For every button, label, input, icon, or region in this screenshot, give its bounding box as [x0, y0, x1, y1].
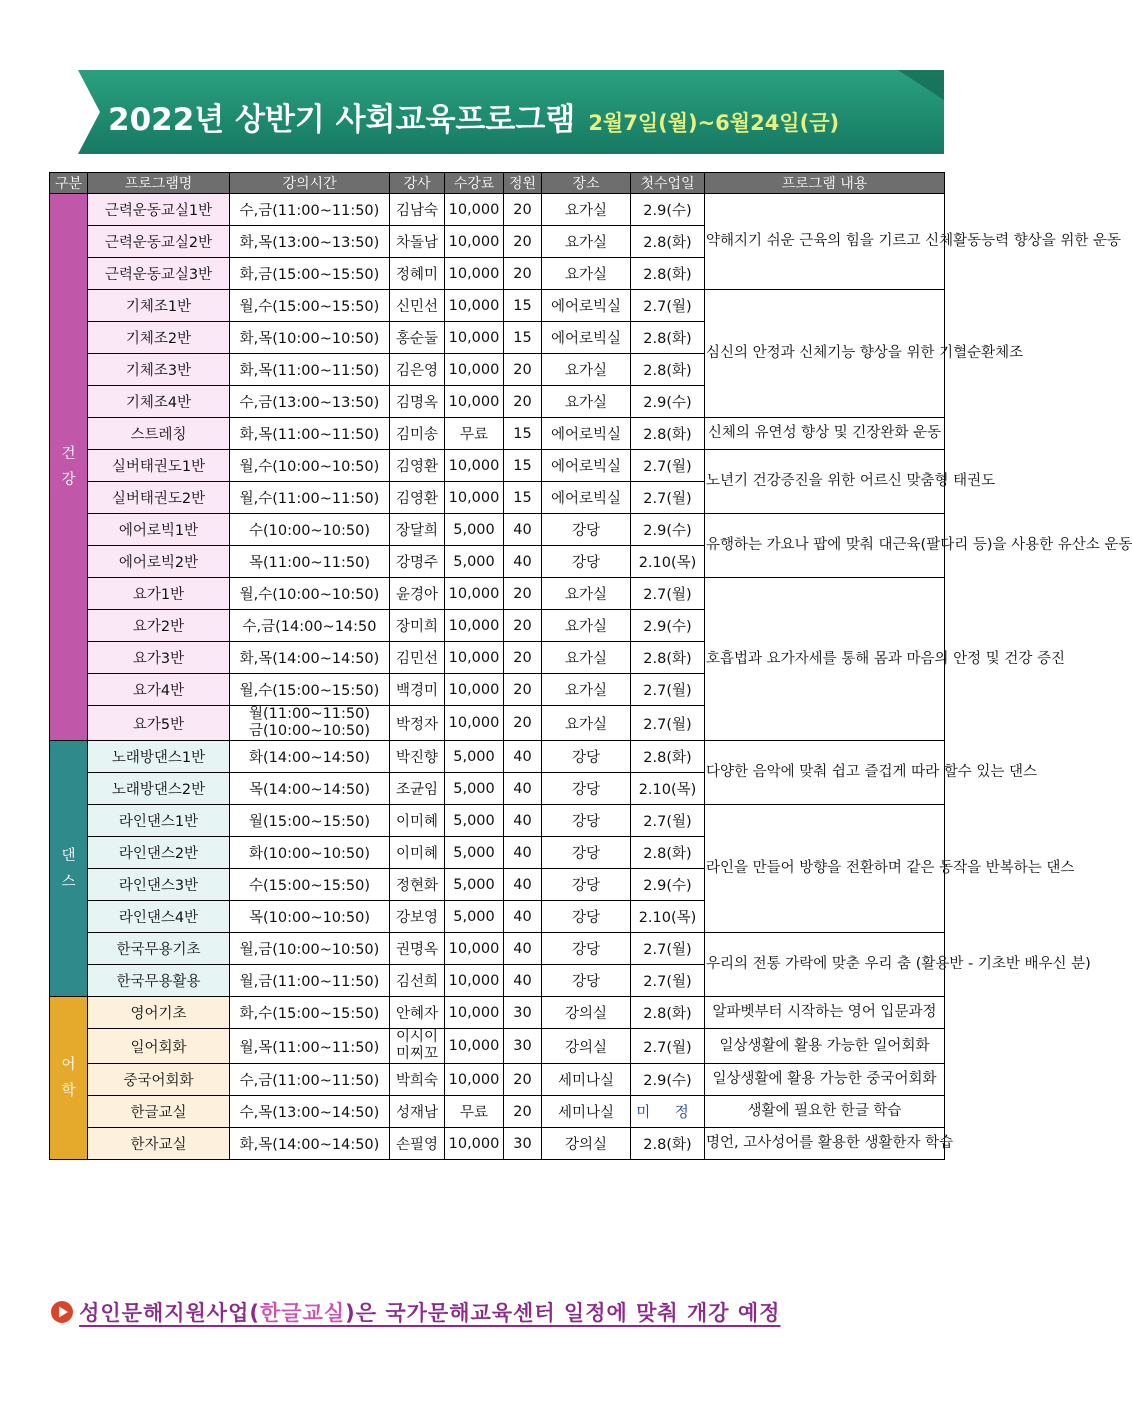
course-fee: 무료: [445, 418, 504, 450]
program-name: 기체조4반: [88, 386, 230, 418]
first-class-date: 2.9(수): [631, 610, 705, 642]
first-class-date: 2.8(화): [631, 354, 705, 386]
capacity: 40: [504, 546, 542, 578]
first-class-date: 2.7(월): [631, 578, 705, 610]
location: 요가실: [542, 194, 631, 226]
first-class-date: 2.8(화): [631, 418, 705, 450]
table-row: [50, 450, 945, 482]
program-name: 에어로빅2반: [88, 546, 230, 578]
first-class-date: 2.9(수): [631, 194, 705, 226]
course-fee: 10,000: [445, 578, 504, 610]
location: 강당: [542, 773, 631, 805]
program-name: 라인댄스4반: [88, 901, 230, 933]
program-description: 신체의 유연성 향상 및 긴장완화 운동: [705, 418, 945, 450]
capacity: 20: [504, 674, 542, 706]
location: 에어로빅실: [542, 322, 631, 354]
first-class-date: 미 정: [631, 1096, 705, 1128]
course-fee: 5,000: [445, 869, 504, 901]
date-range: 2월7일(월)~6월24일(금): [588, 111, 840, 135]
header-category: 구분: [50, 173, 88, 194]
program-name: 한국무용활용: [88, 965, 230, 997]
class-time: 월,수(10:00~10:50): [230, 450, 390, 482]
location: 강당: [542, 741, 631, 773]
class-time: 월,수(11:00~11:50): [230, 482, 390, 514]
course-fee: 10,000: [445, 610, 504, 642]
first-class-date: 2.8(화): [631, 226, 705, 258]
program-description: 약해지기 쉬운 근육의 힘을 기르고 신체활동능력 향상을 위한 운동: [705, 194, 945, 290]
teacher-name: 김명옥: [390, 386, 445, 418]
play-circle-icon: [50, 1300, 74, 1324]
class-time: 화,목(14:00~14:50): [230, 642, 390, 674]
table-header-row: [50, 173, 945, 194]
first-class-date: 2.10(목): [631, 546, 705, 578]
class-time: 수,금(13:00~13:50): [230, 386, 390, 418]
program-name: 근력운동교실2반: [88, 226, 230, 258]
course-fee: 10,000: [445, 354, 504, 386]
location: 세미나실: [542, 1064, 631, 1096]
location: 요가실: [542, 354, 631, 386]
location: 강당: [542, 869, 631, 901]
course-fee: 10,000: [445, 482, 504, 514]
program-description: 일상생활에 활용 가능한 일어회화: [705, 1029, 945, 1064]
table-row: [50, 1096, 945, 1128]
class-time: 월,금(10:00~10:50): [230, 933, 390, 965]
class-time: 화(10:00~10:50): [230, 837, 390, 869]
capacity: 20: [504, 354, 542, 386]
program-name: 영어기초: [88, 997, 230, 1029]
capacity: 40: [504, 933, 542, 965]
program-name: 기체조2반: [88, 322, 230, 354]
class-time: 수(15:00~15:50): [230, 869, 390, 901]
capacity: 15: [504, 450, 542, 482]
class-time: 월,목(11:00~11:50): [230, 1029, 390, 1064]
course-fee: 10,000: [445, 226, 504, 258]
teacher-name: 조균임: [390, 773, 445, 805]
capacity: 15: [504, 322, 542, 354]
category-cell: [50, 741, 88, 997]
header-fee: 수강료: [445, 173, 504, 194]
first-class-date: 2.8(화): [631, 837, 705, 869]
program-name: 기체조1반: [88, 290, 230, 322]
program-description: 명언, 고사성어를 활용한 생활한자 학습: [705, 1128, 945, 1160]
class-time: 수(10:00~10:50): [230, 514, 390, 546]
teacher-name: 윤경아: [390, 578, 445, 610]
capacity: 20: [504, 1064, 542, 1096]
capacity: 20: [504, 610, 542, 642]
notice-text: [79, 1297, 780, 1327]
class-time: 화(14:00~14:50): [230, 741, 390, 773]
program-description: 알파벳부터 시작하는 영어 입문과정: [705, 997, 945, 1029]
course-fee: 10,000: [445, 1128, 504, 1160]
location: 세미나실: [542, 1096, 631, 1128]
program-name: 중국어회화: [88, 1064, 230, 1096]
course-fee: 10,000: [445, 322, 504, 354]
class-time: 화,목(13:00~13:50): [230, 226, 390, 258]
first-class-date: 2.7(월): [631, 674, 705, 706]
capacity: 20: [504, 578, 542, 610]
teacher-name: 김은영: [390, 354, 445, 386]
notice-text-before: 성인문해지원사업(: [79, 1301, 260, 1325]
first-class-date: 2.8(화): [631, 1128, 705, 1160]
first-class-date: 2.10(목): [631, 901, 705, 933]
first-class-date: 2.7(월): [631, 450, 705, 482]
class-time: 월,수(15:00~15:50): [230, 674, 390, 706]
header-capacity: 정원: [504, 173, 542, 194]
course-fee: 10,000: [445, 674, 504, 706]
location: 강당: [542, 805, 631, 837]
location: 요가실: [542, 258, 631, 290]
class-time: 화,목(14:00~14:50): [230, 1128, 390, 1160]
capacity: 40: [504, 901, 542, 933]
capacity: 20: [504, 386, 542, 418]
class-time: 화,금(15:00~15:50): [230, 258, 390, 290]
course-fee: 10,000: [445, 642, 504, 674]
course-fee: 5,000: [445, 741, 504, 773]
course-fee: 10,000: [445, 386, 504, 418]
teacher-name: 강보영: [390, 901, 445, 933]
category-cell: [50, 194, 88, 741]
table-row: [50, 805, 945, 837]
first-class-date: 2.7(월): [631, 1029, 705, 1064]
class-time: 월,금(11:00~11:50): [230, 965, 390, 997]
course-fee: 10,000: [445, 965, 504, 997]
table-row: [50, 1029, 945, 1064]
location: 요가실: [542, 674, 631, 706]
program-name: 한자교실: [88, 1128, 230, 1160]
course-fee: 10,000: [445, 258, 504, 290]
first-class-date: 2.8(화): [631, 642, 705, 674]
course-fee: 5,000: [445, 546, 504, 578]
program-name: 일어회화: [88, 1029, 230, 1064]
program-description: 노년기 건강증진을 위한 어르신 맞춤형 태권도: [705, 450, 945, 514]
notice-line: [50, 1297, 780, 1331]
first-class-date: 2.8(화): [631, 741, 705, 773]
class-time: 수,금(11:00~11:50): [230, 1064, 390, 1096]
location: 에어로빅실: [542, 290, 631, 322]
category-label-char: 건: [61, 446, 76, 462]
teacher-name: 백경미: [390, 674, 445, 706]
teacher-name: 김미송: [390, 418, 445, 450]
course-fee: 무료: [445, 1096, 504, 1128]
first-class-date: 2.9(수): [631, 386, 705, 418]
first-class-date: 2.8(화): [631, 997, 705, 1029]
location: 요가실: [542, 578, 631, 610]
program-name: 요가5반: [88, 706, 230, 741]
category-label-char: 학: [61, 1083, 76, 1099]
teacher-name: 안혜자: [390, 997, 445, 1029]
class-time: [230, 706, 390, 741]
title-banner: [78, 70, 944, 154]
program-name: 근력운동교실1반: [88, 194, 230, 226]
table-row: [50, 418, 945, 450]
teacher-name: 정현화: [390, 869, 445, 901]
class-time: 화,목(10:00~10:50): [230, 322, 390, 354]
class-time: 수,금(14:00~14:50: [230, 610, 390, 642]
capacity: 30: [504, 1029, 542, 1064]
course-fee: 10,000: [445, 933, 504, 965]
first-class-date: 2.7(월): [631, 933, 705, 965]
capacity: 40: [504, 514, 542, 546]
teacher-name: 박희숙: [390, 1064, 445, 1096]
capacity: 40: [504, 965, 542, 997]
program-name: 요가4반: [88, 674, 230, 706]
teacher-name: 차돌남: [390, 226, 445, 258]
program-name: 한국무용기초: [88, 933, 230, 965]
program-name: 라인댄스3반: [88, 869, 230, 901]
capacity: 20: [504, 1096, 542, 1128]
header-teacher: 강사: [390, 173, 445, 194]
teacher-name: 손필영: [390, 1128, 445, 1160]
teacher-name: 장달희: [390, 514, 445, 546]
first-class-date: 2.8(화): [631, 258, 705, 290]
program-name: 요가1반: [88, 578, 230, 610]
course-fee: 10,000: [445, 706, 504, 741]
teacher-name: 장미희: [390, 610, 445, 642]
capacity: 40: [504, 837, 542, 869]
course-fee: 5,000: [445, 837, 504, 869]
capacity: 30: [504, 1128, 542, 1160]
location: 요가실: [542, 610, 631, 642]
location: 강의실: [542, 1029, 631, 1064]
teacher-name: 김영환: [390, 482, 445, 514]
notice-highlight: 한글교실: [259, 1301, 346, 1325]
teacher-name: 김남숙: [390, 194, 445, 226]
program-name: 라인댄스2반: [88, 837, 230, 869]
teacher-name: 김선희: [390, 965, 445, 997]
program-description: 유행하는 가요나 팝에 맞춰 대근육(팔다리 등)을 사용한 유산소 운동: [705, 514, 945, 578]
location: 강당: [542, 933, 631, 965]
program-description: 우리의 전통 가락에 맞춘 우리 춤 (활용반 - 기초반 배우신 분): [705, 933, 945, 997]
program-name: 스트레칭: [88, 418, 230, 450]
first-class-date: 2.9(수): [631, 1064, 705, 1096]
course-fee: 10,000: [445, 1064, 504, 1096]
capacity: 30: [504, 997, 542, 1029]
class-time: 목(14:00~14:50): [230, 773, 390, 805]
program-description: 라인을 만들어 방향을 전환하며 같은 동작을 반복하는 댄스: [705, 805, 945, 933]
table-row: [50, 1064, 945, 1096]
capacity: 20: [504, 194, 542, 226]
course-fee: 10,000: [445, 290, 504, 322]
course-fee: 10,000: [445, 1029, 504, 1064]
first-class-date: 2.8(화): [631, 322, 705, 354]
table-row: [50, 741, 945, 773]
capacity: 40: [504, 869, 542, 901]
capacity: 20: [504, 642, 542, 674]
program-name: 근력운동교실3반: [88, 258, 230, 290]
teacher-name: 성재남: [390, 1096, 445, 1128]
location: 강당: [542, 965, 631, 997]
first-class-date: 2.7(월): [631, 290, 705, 322]
program-description: 생활에 필요한 한글 학습: [705, 1096, 945, 1128]
capacity: 40: [504, 741, 542, 773]
class-time-line: 월(11:00~11:50): [248, 706, 371, 722]
class-time: 수,목(13:00~14:50): [230, 1096, 390, 1128]
teacher-name: 박정자: [390, 706, 445, 741]
course-fee: 5,000: [445, 901, 504, 933]
class-time: 목(10:00~10:50): [230, 901, 390, 933]
course-fee: 10,000: [445, 194, 504, 226]
first-class-date: 2.7(월): [631, 706, 705, 741]
program-name: 기체조3반: [88, 354, 230, 386]
location: 요가실: [542, 386, 631, 418]
first-class-date: 2.7(월): [631, 482, 705, 514]
teacher-name: 이미혜: [390, 805, 445, 837]
class-time: 월(15:00~15:50): [230, 805, 390, 837]
teacher-name: [390, 1029, 445, 1064]
location: 강의실: [542, 1128, 631, 1160]
location: 강당: [542, 837, 631, 869]
first-class-date: 2.7(월): [631, 805, 705, 837]
first-class-date: 2.10(목): [631, 773, 705, 805]
table-row: [50, 1128, 945, 1160]
program-name: 라인댄스1반: [88, 805, 230, 837]
teacher-name: 권명옥: [390, 933, 445, 965]
class-time: 월,수(10:00~10:50): [230, 578, 390, 610]
course-fee: 10,000: [445, 450, 504, 482]
header-first-class: 첫수업일: [631, 173, 705, 194]
location: 강당: [542, 546, 631, 578]
program-name: 요가2반: [88, 610, 230, 642]
table-row: [50, 514, 945, 546]
category-label-char: 강: [61, 472, 76, 488]
teacher-name: 이미혜: [390, 837, 445, 869]
class-time-line: 금(10:00~10:50): [248, 723, 371, 739]
teacher-name: 홍순둘: [390, 322, 445, 354]
class-time: 화,목(11:00~11:50): [230, 418, 390, 450]
program-name: 실버태권도1반: [88, 450, 230, 482]
course-fee: 10,000: [445, 997, 504, 1029]
location: 강당: [542, 901, 631, 933]
program-table: [49, 172, 1132, 1160]
capacity: 15: [504, 482, 542, 514]
program-name: 한글교실: [88, 1096, 230, 1128]
header-description: 프로그램 내용: [705, 173, 945, 194]
teacher-name: 강명주: [390, 546, 445, 578]
course-fee: 5,000: [445, 773, 504, 805]
capacity: 40: [504, 805, 542, 837]
location: 요가실: [542, 642, 631, 674]
table-row: [50, 997, 945, 1029]
category-label-char: 댄: [61, 847, 76, 864]
category-label-char: 어: [61, 1057, 76, 1073]
program-description: 호흡법과 요가자세를 통해 몸과 마음의 안정 및 건강 증진: [705, 578, 945, 741]
program-description: 일상생활에 활용 가능한 중국어회화: [705, 1064, 945, 1096]
first-class-date: 2.9(수): [631, 514, 705, 546]
capacity: 15: [504, 290, 542, 322]
first-class-date: 2.7(월): [631, 965, 705, 997]
first-class-date: 2.9(수): [631, 869, 705, 901]
location: 요가실: [542, 226, 631, 258]
program-description: 다양한 음악에 맞춰 쉽고 즐겁게 따라 할수 있는 댄스: [705, 741, 945, 805]
location: 강의실: [542, 997, 631, 1029]
teacher-name: 김민선: [390, 642, 445, 674]
table-row: [50, 933, 945, 965]
course-fee: 5,000: [445, 514, 504, 546]
class-time: 목(11:00~11:50): [230, 546, 390, 578]
teacher-name: 박진향: [390, 741, 445, 773]
program-name: 노래방댄스2반: [88, 773, 230, 805]
teacher-name: 김영환: [390, 450, 445, 482]
table-row: [50, 194, 945, 226]
class-time: 월,수(15:00~15:50): [230, 290, 390, 322]
notice-text-after: )은 국가문해교육센터 일정에 맞춰 개강 예정: [345, 1301, 781, 1325]
header-place: 장소: [542, 173, 631, 194]
table-row: [50, 578, 945, 610]
location: 강당: [542, 514, 631, 546]
header-program: 프로그램명: [88, 173, 230, 194]
capacity: 20: [504, 258, 542, 290]
teacher-name: 신민선: [390, 290, 445, 322]
category-label-char: 스: [61, 873, 76, 890]
program-name: 요가3반: [88, 642, 230, 674]
class-time: 화,수(15:00~15:50): [230, 997, 390, 1029]
capacity: 20: [504, 226, 542, 258]
program-name: 에어로빅1반: [88, 514, 230, 546]
course-fee: 5,000: [445, 805, 504, 837]
location: 에어로빅실: [542, 482, 631, 514]
location: 요가실: [542, 706, 631, 741]
teacher-name-line: 미찌꼬: [395, 1046, 439, 1062]
teacher-name-line: 이시이: [395, 1029, 439, 1045]
page-title: 2022년 상반기 사회교육프로그램: [108, 102, 576, 138]
class-time: 수,금(11:00~11:50): [230, 194, 390, 226]
program-name: 노래방댄스1반: [88, 741, 230, 773]
capacity: 15: [504, 418, 542, 450]
table-row: [50, 290, 945, 322]
teacher-name: 정혜미: [390, 258, 445, 290]
program-description: 심신의 안정과 신체기능 향상을 위한 기혈순환체조: [705, 290, 945, 418]
category-cell: [50, 997, 88, 1160]
capacity: 20: [504, 706, 542, 741]
capacity: 40: [504, 773, 542, 805]
location: 에어로빅실: [542, 418, 631, 450]
program-name: 실버태권도2반: [88, 482, 230, 514]
location: 에어로빅실: [542, 450, 631, 482]
header-time: 강의시간: [230, 173, 390, 194]
class-time: 화,목(11:00~11:50): [230, 354, 390, 386]
